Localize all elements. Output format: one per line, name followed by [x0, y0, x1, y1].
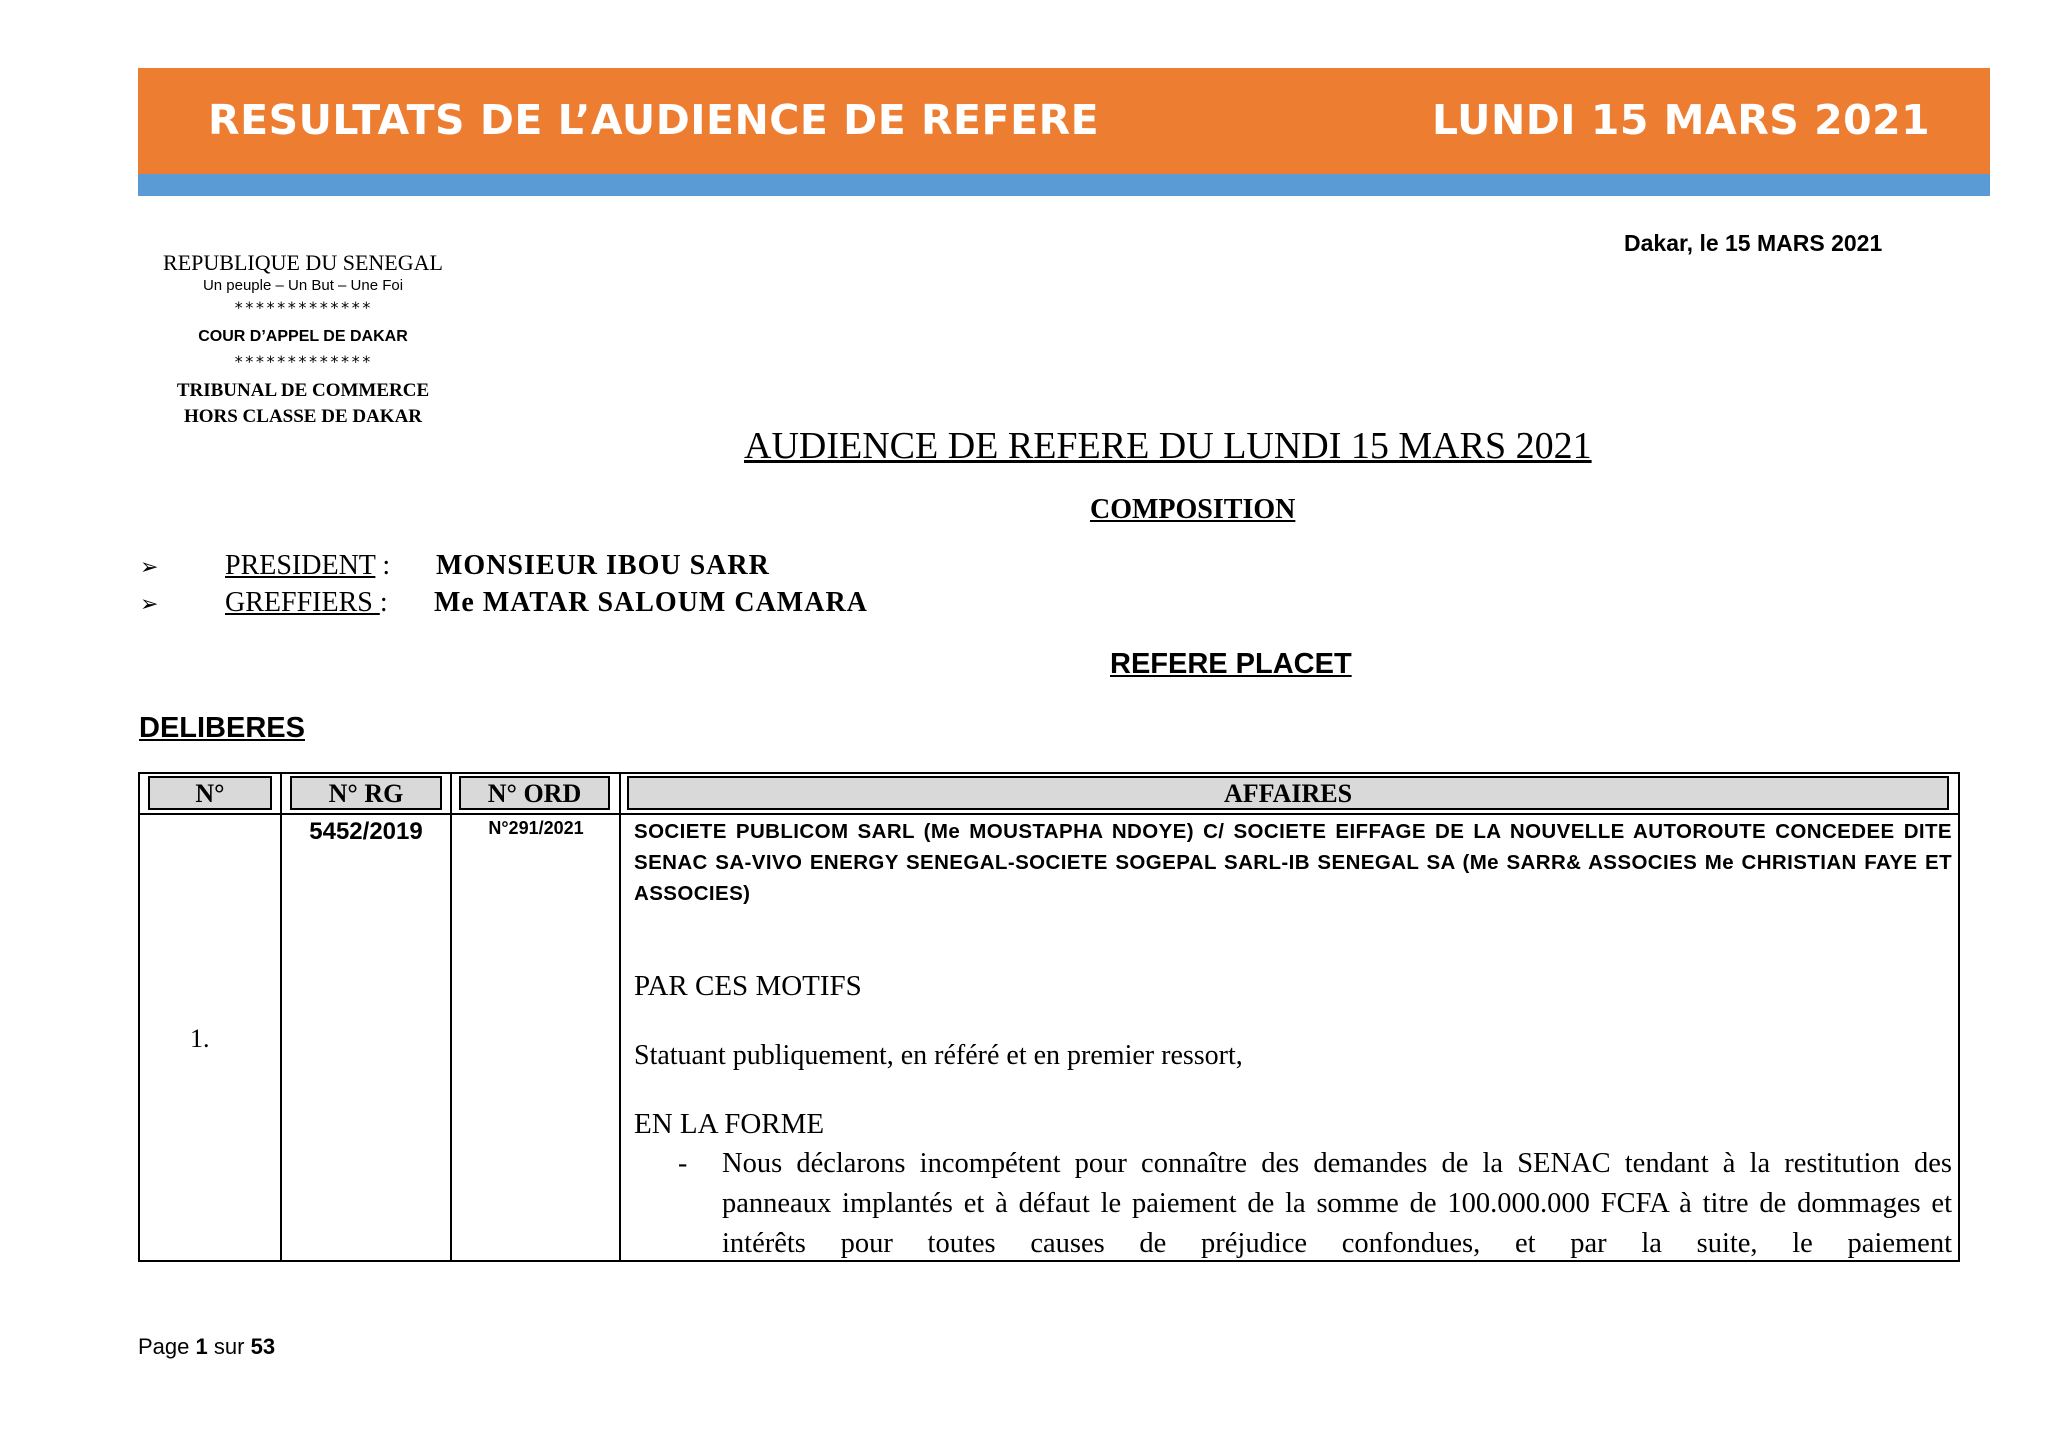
- row-parties: SOCIETE PUBLICOM SARL (Me MOUSTAPHA NDOYE) C/ SOCIETE EIFFAGE DE LA NOUVELLE AUTOROUTE CONCEDEE DITE SENAC SA-VIVO ENERGY SENEGAL-SOCIETE SOGEPAL SARL-IB SENEGAL SA (Me SARR& ASSOCIES Me CHRISTIAN FAYE ET ASSOCIES): [634, 820, 1952, 905]
- arrow-bullet-icon: ➢: [140, 592, 159, 617]
- forme-heading: EN LA FORME: [634, 1108, 825, 1140]
- letterhead-republic: REPUBLIQUE DU SENEGAL: [163, 250, 443, 275]
- statuant-text: Statuant publiquement, en référé et en premier ressort,: [634, 1040, 1243, 1071]
- letterhead-motto: Un peuple – Un But – Une Foi: [202, 277, 404, 294]
- of-word: sur: [213, 1334, 245, 1359]
- president-label: PRESIDENT: [225, 550, 376, 581]
- list-dash: -: [678, 1148, 688, 1179]
- greffiers-label: GREFFIERS: [225, 587, 380, 618]
- letterhead-tribunal-sub: HORS CLASSE DE DAKAR: [183, 406, 423, 427]
- hearing-title: AUDIENCE DE REFERE DU LUNDI 15 MARS 2021: [744, 425, 1592, 467]
- letterhead-tribunal: TRIBUNAL DE COMMERCE: [176, 380, 430, 401]
- page-word: Page: [138, 1334, 190, 1359]
- motifs-heading: PAR CES MOTIFS: [634, 970, 862, 1002]
- letterhead-separator: *************: [233, 298, 373, 317]
- column-divider: [450, 772, 452, 1262]
- page-counter: [138, 1334, 275, 1360]
- table-border-right: [1958, 772, 1960, 1262]
- president-role: [225, 550, 390, 582]
- president-separator: :: [375, 550, 391, 581]
- section-title: REFERE PLACET: [1110, 648, 1352, 680]
- page-total: 53: [250, 1334, 276, 1359]
- forme-text: Nous déclarons incompétent pour connaître des demandes de la SENAC tendant à la restitution des panneaux implantés et à défaut le paiement de la somme de 100.000.000 FCFA à titre de dommages et intérêts pour toutes causes de préjudice confondues, et par la suite, le paiement: [722, 1148, 1952, 1259]
- row-number: 1.: [190, 1024, 210, 1053]
- header-ord: N° ORD: [459, 776, 610, 810]
- banner-title: RESULTATS DE L’AUDIENCE DE REFERE: [208, 96, 1100, 144]
- header-accent-strip: [138, 174, 1990, 196]
- greffiers-separator: :: [379, 587, 388, 618]
- row-ord: N°291/2021: [488, 818, 584, 838]
- president-name: MONSIEUR IBOU SARR: [436, 550, 770, 581]
- greffiers-role: [225, 587, 388, 619]
- column-divider: [619, 772, 621, 1262]
- greffiers-name: Me MATAR SALOUM CAMARA: [434, 587, 868, 618]
- place-date: Dakar, le 15 MARS 2021: [1624, 230, 1883, 256]
- letterhead-court: COUR D’APPEL DE DAKAR: [198, 328, 408, 345]
- row-rg: 5452/2019: [309, 818, 423, 845]
- letterhead-separator: *************: [233, 352, 373, 371]
- header-num: N°: [148, 776, 272, 810]
- page-number: 1: [195, 1334, 208, 1359]
- table-border-left: [138, 772, 140, 1262]
- header-affaires: AFFAIRES: [627, 776, 1949, 810]
- table-header-divider: [138, 813, 1960, 815]
- composition-title: COMPOSITION: [1090, 494, 1296, 525]
- header-rg: N° RG: [290, 776, 442, 810]
- subsection-title: DELIBERES: [139, 712, 305, 744]
- table-border-top: [138, 772, 1960, 774]
- arrow-bullet-icon: ➢: [140, 555, 159, 580]
- banner-date: LUNDI 15 MARS 2021: [1432, 96, 1931, 144]
